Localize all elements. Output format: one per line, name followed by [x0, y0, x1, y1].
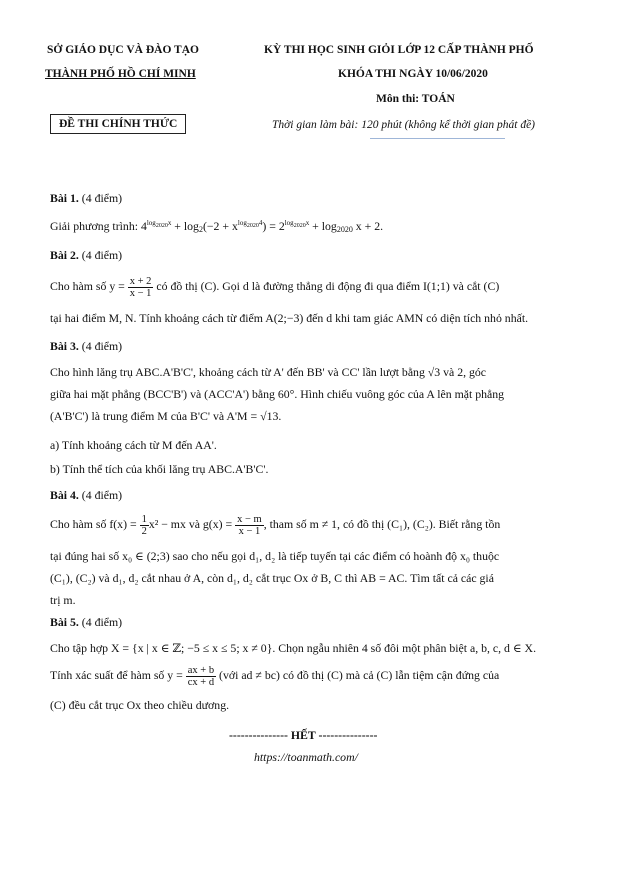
- exam-title: KỲ THI HỌC SINH GIỎI LỚP 12 CẤP THÀNH PHỐ: [264, 44, 534, 56]
- problem-2-line-1: Cho hàm số y = $\frac{x + 2}{x - 1}$ có đồ thị (C). Gọi d là đường thẳng di động đi qua điểm I(1;1) và cắt (C): [50, 276, 500, 299]
- dept-name: SỞ GIÁO DỤC VÀ ĐÀO TẠO: [47, 44, 199, 56]
- city-name: THÀNH PHỐ HỒ CHÍ MINH: [45, 68, 196, 80]
- problem-2-heading: Bài 2. (4 điểm): [50, 248, 123, 262]
- problem-4-line-1: Cho hàm số f(x) = $\frac{1}{2}$ x² − mx và g(x) = $\frac{x - m}{x - 1}$ , tham số m ≠ 1, có đồ thị (C₁), (C₂). Biết rằng tồn: [50, 514, 501, 537]
- problem-3-line-3: (A'B'C') là trung điểm M của B'C' và A'M = √13.: [50, 409, 282, 423]
- problem-2-line-2: tại hai điểm M, N. Tính khoảng cách từ điểm A(2;−3) đến d khi tam giác AMN có diện tích nhỏ nhất.: [50, 311, 529, 325]
- header-divider: [370, 138, 505, 139]
- source-url[interactable]: https://toanmath.com/: [254, 750, 358, 764]
- problem-4-line-3: (C₁), (C₂) và d₁, d₂ cắt nhau ở A, còn d₁, d₂ cắt trục Ox ở B, C thì AB = AC. Tìm tất cả các giá: [50, 571, 494, 585]
- problem-3-line-1: Cho hình lăng trụ ABC.A'B'C', khoảng cách từ A' đến BB' và CC' lần lượt bằng √3 và 2, góc: [50, 365, 487, 379]
- problem-5-line-1: Cho tập hợp X = {x | x ∈ ℤ; −5 ≤ x ≤ 5; x ≠ 0}. Chọn ngẫu nhiên 4 số đôi một phân biệt a, b, c, d ∈ X.: [50, 641, 537, 655]
- problem-4-line-2: tại đúng hai số x₀ ∈ (2;3) sao cho nếu gọi d₁, d₂ là tiếp tuyến tại các điểm có hoành độ x₀ thuộc: [50, 549, 500, 563]
- problem-5-line-2: Tính xác suất để hàm số y = $\frac{ax + b}{cx + d}$ (với ad ≠ bc) có đồ thị (C) mà cả (C) lẫn tiệm cận đứng của: [50, 665, 500, 688]
- problem-1-heading: [50, 191, 122, 206]
- time-note: Thời gian làm bài: 120 phút (không kể thời gian phát đề): [272, 119, 536, 131]
- problem-1-points: (4 điểm): [81, 191, 123, 205]
- problem-5-heading: Bài 5. (4 điểm): [50, 615, 123, 629]
- problem-5-fraction: $\frac{ax + b}{cx + d}$: [187, 665, 215, 688]
- problem-4-line-4: trị m.: [50, 593, 76, 607]
- problem-3-heading: Bài 3. (4 điểm): [50, 339, 123, 353]
- problem-4-fraction-half: $\frac{1}{2}$: [141, 514, 147, 537]
- problem-3-part-b: b) Tính thể tích của khối lăng trụ ABC.A'B'C'.: [50, 462, 269, 476]
- problem-3-part-a: a) Tính khoảng cách từ M đến AA'.: [50, 438, 217, 452]
- problem-1-statement: Giải phương trình: $4^{log2020x} + \log_2(-2 + x^{log20204}) = 2^{log2020x} + \log_{2020} x + 2$.: [50, 219, 384, 234]
- problem-1-title: Bài 1.: [50, 191, 79, 205]
- problem-3-line-2: giữa hai mặt phẳng (BCC'B') và (ACC'A') bằng 60°. Hình chiếu vuông góc của A lên mặt phẳng: [50, 387, 505, 401]
- problem-2-fraction: $\frac{x + 2}{x - 1}$: [129, 276, 152, 299]
- problem-4-heading: Bài 4. (4 điểm): [50, 488, 123, 502]
- end-mark: --------------- HẾT ---------------: [229, 728, 378, 742]
- problem-4-fraction-g: $\frac{x - m}{x - 1}$: [237, 514, 262, 537]
- subject-label: Môn thi: TOÁN: [376, 93, 455, 105]
- exam-date: KHÓA THI NGÀY 10/06/2020: [338, 68, 488, 80]
- problem-5-line-3: (C) đều cắt trục Ox theo chiều dương.: [50, 698, 230, 712]
- official-exam-box: ĐỀ THI CHÍNH THỨC: [50, 114, 186, 134]
